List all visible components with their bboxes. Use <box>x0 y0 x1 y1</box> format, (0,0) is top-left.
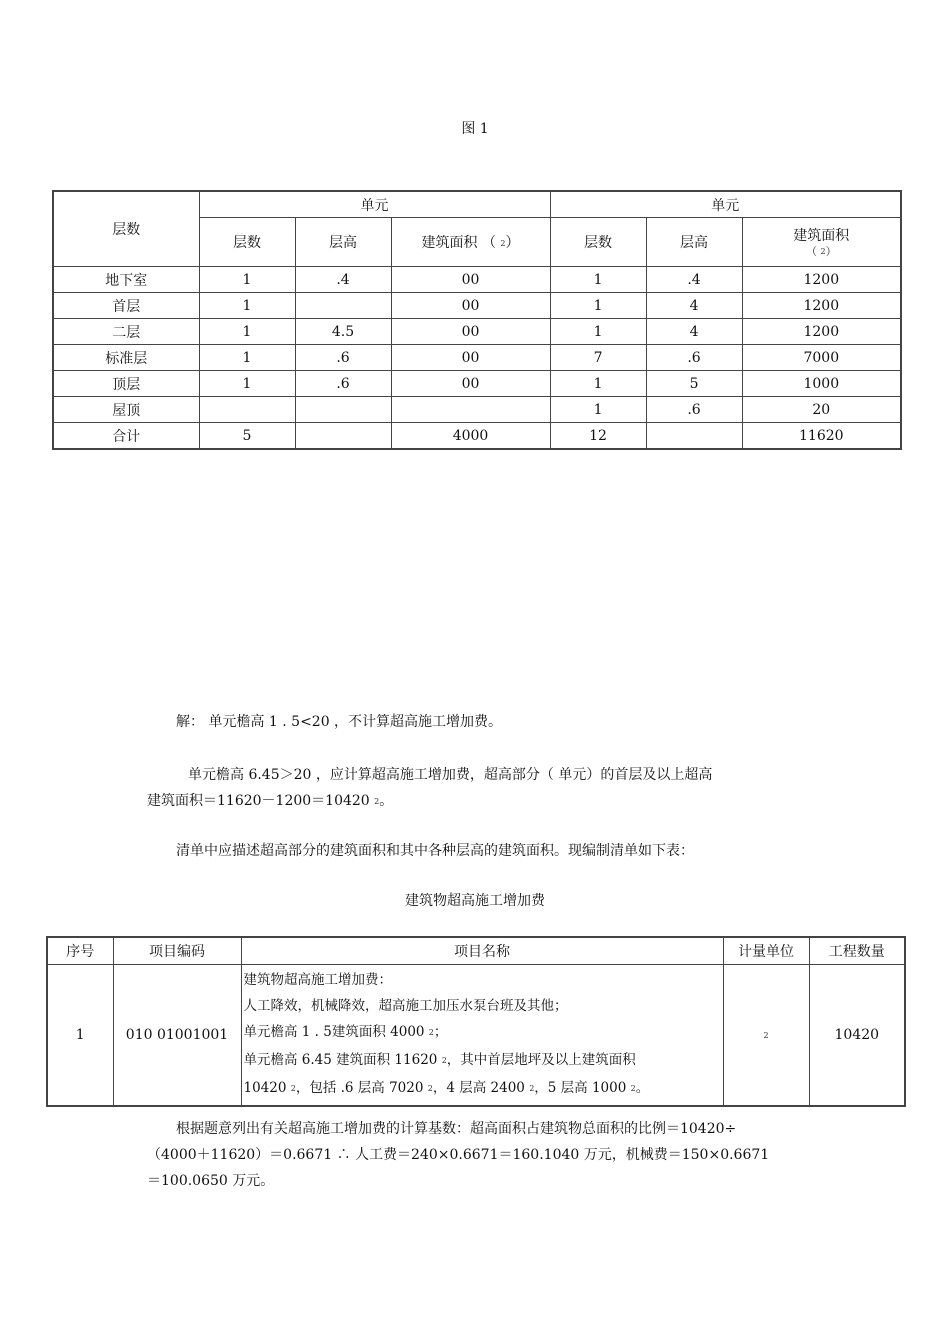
header-b-height: 层高 <box>646 218 742 267</box>
table-row <box>53 319 901 345</box>
cell-a-area: 00 <box>391 371 550 397</box>
cell-b-area: 1200 <box>742 319 901 345</box>
table-header-row <box>47 937 905 965</box>
cell-b-floors: 1 <box>550 397 646 423</box>
cell-b-height: 4 <box>646 293 742 319</box>
table-row <box>53 423 901 450</box>
cell-name: 首层 <box>53 293 199 319</box>
cell-a-area: 00 <box>391 293 550 319</box>
cell-b-area: 1200 <box>742 267 901 293</box>
cell-b-height: 5 <box>646 371 742 397</box>
table-row <box>53 345 901 371</box>
cell-a-height: 4.5 <box>295 319 391 345</box>
cell-b-area: 20 <box>742 397 901 423</box>
cell-a-area: 00 <box>391 319 550 345</box>
cell-a-height: .4 <box>295 267 391 293</box>
cell-b-height: 4 <box>646 319 742 345</box>
cell-a-floors: 1 <box>199 319 295 345</box>
cell-a-area: 4000 <box>391 423 550 450</box>
header-a-floors: 层数 <box>199 218 295 267</box>
cell-b-area: 7000 <box>742 345 901 371</box>
cell-name: 屋顶 <box>53 397 199 423</box>
header-b-area: 建筑面积 （ 2） <box>742 218 901 267</box>
cell-seq: 1 <box>47 965 113 1107</box>
solution-paragraph-1: 解： 单元檐高 1 . 5<20 ，不计算超高施工增加费。 <box>176 714 503 730</box>
cell-name: 二层 <box>53 319 199 345</box>
cell-b-area: 1000 <box>742 371 901 397</box>
header-a-area: 建筑面积 （ 2） <box>391 218 550 267</box>
cell-a-floors: 1 <box>199 267 295 293</box>
cell-name: 地下室 <box>53 267 199 293</box>
table-row <box>47 965 905 1107</box>
calc-paragraph-line2: （4000＋11620）＝0.6671 ∴ 人工费＝240×0.6671＝160.1040 万元，机械费＝150×0.6671 <box>147 1147 770 1163</box>
cell-b-height <box>646 423 742 450</box>
header-unit: 计量单位 <box>723 937 809 965</box>
cell-b-area: 11620 <box>742 423 901 450</box>
cell-b-floors: 1 <box>550 267 646 293</box>
header-qty: 工程数量 <box>809 937 905 965</box>
cell-name: 合计 <box>53 423 199 450</box>
cell-a-floors: 1 <box>199 293 295 319</box>
cell-a-height <box>295 397 391 423</box>
solution-paragraph-2-line1: 单元檐高 6.45＞20 ，应计算超高施工增加费，超高部分（ 单元）的首层及以上超高 <box>188 767 713 783</box>
cell-a-floors <box>199 397 295 423</box>
cell-name: 标准层 <box>53 345 199 371</box>
cell-unit: 2 <box>723 965 809 1107</box>
bill-of-quantities-table <box>46 936 906 1107</box>
cell-b-height: .4 <box>646 267 742 293</box>
unit-floors-table <box>52 190 902 450</box>
cell-b-area: 1200 <box>742 293 901 319</box>
bill-table-title: 建筑物超高施工增加费 <box>405 893 545 909</box>
cell-a-height: .6 <box>295 371 391 397</box>
solution-paragraph-3: 清单中应描述超高部分的建筑面积和其中各种层高的建筑面积。现编制清单如下表： <box>176 843 694 859</box>
header-unit-b: 单元 <box>550 191 901 218</box>
header-seq: 序号 <box>47 937 113 965</box>
cell-a-height <box>295 423 391 450</box>
cell-code: 010 01001001 <box>113 965 241 1107</box>
cell-a-floors: 1 <box>199 345 295 371</box>
cell-a-area: 00 <box>391 267 550 293</box>
table-row <box>53 267 901 293</box>
table-header-row <box>53 191 901 218</box>
table-row <box>53 371 901 397</box>
cell-description: 建筑物超高施工增加费： 人工降效，机械降效，超高施工加压水泵台班及其他； 单元檐高 1 . 5建筑面积 4000 2； 单元檐高 6.45 建筑面积 11620 2，其中首层地坪及以上建筑面积 10420 2，包括 .6 层高 7020 2，4 层高 2400 2，5 层高 1000 2。 <box>241 965 723 1107</box>
cell-a-floors: 5 <box>199 423 295 450</box>
cell-b-height: .6 <box>646 345 742 371</box>
cell-qty: 10420 <box>809 965 905 1107</box>
calc-paragraph-line1: 根据题意列出有关超高施工增加费的计算基数：超高面积占建筑物总面积的比例＝10420÷ <box>176 1121 737 1137</box>
header-code: 项目编码 <box>113 937 241 965</box>
cell-b-height: .6 <box>646 397 742 423</box>
header-unit-a: 单元 <box>199 191 550 218</box>
header-b-floors: 层数 <box>550 218 646 267</box>
cell-a-height <box>295 293 391 319</box>
cell-b-floors: 1 <box>550 293 646 319</box>
table-row <box>53 293 901 319</box>
header-floors: 层数 <box>53 191 199 267</box>
solution-paragraph-2-line2: 建筑面积＝11620－1200＝10420 2。 <box>147 793 394 809</box>
table-row <box>53 397 901 423</box>
cell-b-floors: 7 <box>550 345 646 371</box>
calc-paragraph-line3: ＝100.0650 万元。 <box>147 1173 275 1189</box>
figure-caption: 图 1 <box>461 121 489 137</box>
cell-b-floors: 12 <box>550 423 646 450</box>
header-a-height: 层高 <box>295 218 391 267</box>
cell-a-floors: 1 <box>199 371 295 397</box>
cell-name: 顶层 <box>53 371 199 397</box>
cell-a-area <box>391 397 550 423</box>
cell-b-floors: 1 <box>550 319 646 345</box>
cell-a-height: .6 <box>295 345 391 371</box>
cell-a-area: 00 <box>391 345 550 371</box>
header-name: 项目名称 <box>241 937 723 965</box>
cell-b-floors: 1 <box>550 371 646 397</box>
